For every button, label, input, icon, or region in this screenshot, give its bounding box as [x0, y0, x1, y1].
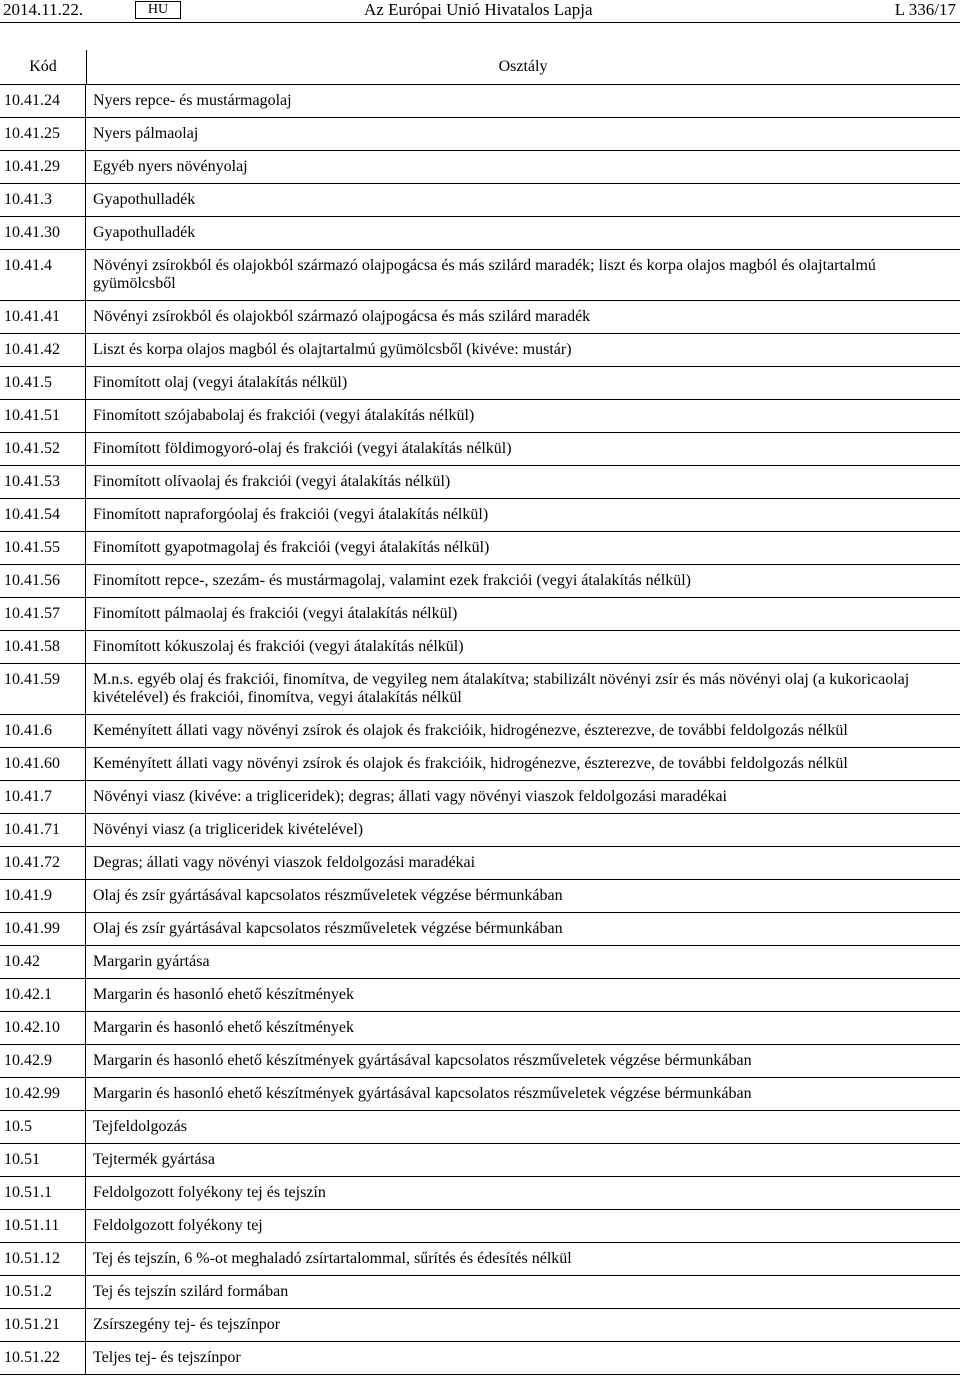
row-code: 10.41.57	[0, 598, 86, 630]
journal-title: Az Európai Unió Hivatalos Lapja	[364, 0, 593, 19]
row-description: Nyers repce- és mustármagolaj	[93, 92, 292, 109]
table-row	[0, 565, 960, 598]
row-description: Növényi zsírokból és olajokból származó olajpogácsa és más szilárd maradék; liszt és korpa olajos magból és olajtartalmú gyümölcsből	[93, 257, 876, 292]
table-row	[0, 748, 960, 781]
row-description: M.n.s. egyéb olaj és frakciói, finomítva, de vegyileg nem átalakítva; stabilizált növényi zsír és más növényi olaj (a kukoricaolaj kivételével) és frakciói, finomítva, vegyi átalakítás nélkül	[93, 671, 910, 706]
table-row	[0, 400, 960, 433]
column-header-code: Kód	[29, 58, 57, 75]
row-code: 10.41.55	[0, 532, 86, 564]
table-row	[0, 598, 960, 631]
table-row	[0, 1111, 960, 1144]
row-description: Tej és tejszín, 6 %-ot meghaladó zsírtartalommal, sűrítés és édesítés nélkül	[93, 1250, 572, 1267]
row-code: 10.41.24	[0, 85, 86, 117]
row-description: Finomított kókuszolaj és frakciói (vegyi átalakítás nélkül)	[93, 638, 464, 655]
row-code: 10.51.12	[0, 1243, 86, 1275]
publication-date: 2014.11.22.	[3, 0, 84, 19]
table-row	[0, 1177, 960, 1210]
row-description: Finomított szójababolaj és frakciói (vegyi átalakítás nélkül)	[93, 407, 475, 424]
row-code: 10.42	[0, 946, 86, 978]
row-description: Finomított napraforgóolaj és frakciói (vegyi átalakítás nélkül)	[93, 506, 489, 523]
table-row	[0, 85, 960, 118]
row-description: Olaj és zsír gyártásával kapcsolatos részműveletek végzése bérmunkában	[93, 887, 563, 904]
row-description: Margarin és hasonló ehető készítmények gyártásával kapcsolatos részműveletek végzése bérmunkában	[93, 1085, 752, 1102]
row-code: 10.5	[0, 1111, 86, 1143]
row-description: Finomított olaj (vegyi átalakítás nélkül)	[93, 374, 348, 391]
row-description: Keményített állati vagy növényi zsírok és olajok és frakcióik, hidrogénezve, észterezve, de további feldolgozás nélkül	[93, 755, 848, 772]
row-code: 10.51.1	[0, 1177, 86, 1209]
row-code: 10.42.1	[0, 979, 86, 1011]
row-description: Degras; állati vagy növényi viaszok feldolgozási maradékai	[93, 854, 476, 871]
table-header	[0, 50, 960, 85]
table-row	[0, 664, 960, 715]
table-row	[0, 217, 960, 250]
table-row	[0, 367, 960, 400]
row-description: Gyapothulladék	[93, 224, 196, 241]
row-code: 10.41.58	[0, 631, 86, 663]
row-code: 10.41.56	[0, 565, 86, 597]
row-code: 10.42.9	[0, 1045, 86, 1077]
row-description: Egyéb nyers növényolaj	[93, 158, 248, 175]
row-description: Növényi zsírokból és olajokból származó olajpogácsa és más szilárd maradék	[93, 308, 591, 325]
table-row	[0, 1144, 960, 1177]
row-description: Finomított olívaolaj és frakciói (vegyi átalakítás nélkül)	[93, 473, 451, 490]
table-row	[0, 1012, 960, 1045]
row-description: Margarin és hasonló ehető készítmények	[93, 1019, 354, 1036]
row-description: Növényi viasz (kivéve: a trigliceridek); degras; állati vagy növényi viaszok feldolgozási maradékai	[93, 788, 727, 805]
row-description: Finomított földimogyoró-olaj és frakciói (vegyi átalakítás nélkül)	[93, 440, 512, 457]
row-code: 10.41.7	[0, 781, 86, 813]
table-row	[0, 250, 960, 301]
row-code: 10.42.99	[0, 1078, 86, 1110]
row-code: 10.42.10	[0, 1012, 86, 1044]
row-code: 10.41.6	[0, 715, 86, 747]
row-code: 10.41.4	[0, 250, 86, 300]
row-code: 10.41.72	[0, 847, 86, 879]
row-description: Tejfeldolgozás	[93, 1118, 187, 1135]
table-row	[0, 631, 960, 664]
row-code: 10.41.99	[0, 913, 86, 945]
row-description: Tej és tejszín szilárd formában	[93, 1283, 289, 1300]
row-code: 10.41.51	[0, 400, 86, 432]
row-code: 10.41.5	[0, 367, 86, 399]
row-code: 10.41.59	[0, 664, 86, 714]
table-row	[0, 1276, 960, 1309]
table-row	[0, 946, 960, 979]
table-row	[0, 466, 960, 499]
row-description: Liszt és korpa olajos magból és olajtartalmú gyümölcsből (kivéve: mustár)	[93, 341, 572, 358]
row-description: Finomított pálmaolaj és frakciói (vegyi átalakítás nélkül)	[93, 605, 458, 622]
table-row	[0, 184, 960, 217]
row-description: Zsírszegény tej- és tejszínpor	[93, 1316, 281, 1333]
row-code: 10.41.30	[0, 217, 86, 249]
row-description: Tejtermék gyártása	[93, 1151, 215, 1168]
row-description: Feldolgozott folyékony tej	[93, 1217, 263, 1234]
row-code: 10.41.3	[0, 184, 86, 216]
row-description: Feldolgozott folyékony tej és tejszín	[93, 1184, 326, 1201]
row-description: Keményített állati vagy növényi zsírok és olajok és frakcióik, hidrogénezve, észterezve, de további feldolgozás nélkül	[93, 722, 848, 739]
table-body	[0, 85, 960, 1375]
row-description: Gyapothulladék	[93, 191, 196, 208]
table-row	[0, 151, 960, 184]
row-description: Nyers pálmaolaj	[93, 125, 199, 142]
table-row	[0, 847, 960, 880]
row-code: 10.41.71	[0, 814, 86, 846]
row-description: Finomított repce-, szezám- és mustármagolaj, valamint ezek frakciói (vegyi átalakítás nélkül)	[93, 572, 691, 589]
row-description: Margarin és hasonló ehető készítmények	[93, 986, 354, 1003]
row-code: 10.51.2	[0, 1276, 86, 1308]
table-row	[0, 913, 960, 946]
row-code: 10.51	[0, 1144, 86, 1176]
row-code: 10.41.9	[0, 880, 86, 912]
table-row	[0, 1243, 960, 1276]
row-code: 10.51.22	[0, 1342, 86, 1374]
table-row	[0, 118, 960, 151]
row-description: Finomított gyapotmagolaj és frakciói (vegyi átalakítás nélkül)	[93, 539, 490, 556]
column-header-class: Osztály	[498, 58, 548, 75]
row-code: 10.51.21	[0, 1309, 86, 1341]
row-code: 10.41.41	[0, 301, 86, 333]
table-row	[0, 532, 960, 565]
row-code: 10.51.11	[0, 1210, 86, 1242]
row-description: Növényi viasz (a trigliceridek kivételével)	[93, 821, 364, 838]
table-row	[0, 715, 960, 748]
row-description: Margarin és hasonló ehető készítmények gyártásával kapcsolatos részműveletek végzése bérmunkában	[93, 1052, 752, 1069]
page-header	[0, 0, 960, 24]
table-row	[0, 1342, 960, 1375]
row-description: Margarin gyártása	[93, 953, 210, 970]
row-code: 10.41.25	[0, 118, 86, 150]
table-row	[0, 433, 960, 466]
table-row	[0, 781, 960, 814]
row-code: 10.41.60	[0, 748, 86, 780]
table-row	[0, 1045, 960, 1078]
table-row	[0, 334, 960, 367]
classification-table	[0, 50, 960, 1375]
row-code: 10.41.52	[0, 433, 86, 465]
table-row	[0, 979, 960, 1012]
table-row	[0, 1210, 960, 1243]
language-badge: HU	[135, 1, 181, 19]
table-row	[0, 880, 960, 913]
page-reference: L 336/17	[894, 0, 956, 19]
header-rule	[0, 22, 960, 23]
table-row	[0, 814, 960, 847]
table-row	[0, 499, 960, 532]
row-code: 10.41.53	[0, 466, 86, 498]
row-code: 10.41.29	[0, 151, 86, 183]
row-code: 10.41.42	[0, 334, 86, 366]
row-code: 10.41.54	[0, 499, 86, 531]
table-row	[0, 1309, 960, 1342]
row-description: Olaj és zsír gyártásával kapcsolatos részműveletek végzése bérmunkában	[93, 920, 563, 937]
table-row	[0, 301, 960, 334]
row-description: Teljes tej- és tejszínpor	[93, 1349, 241, 1366]
table-row	[0, 1078, 960, 1111]
